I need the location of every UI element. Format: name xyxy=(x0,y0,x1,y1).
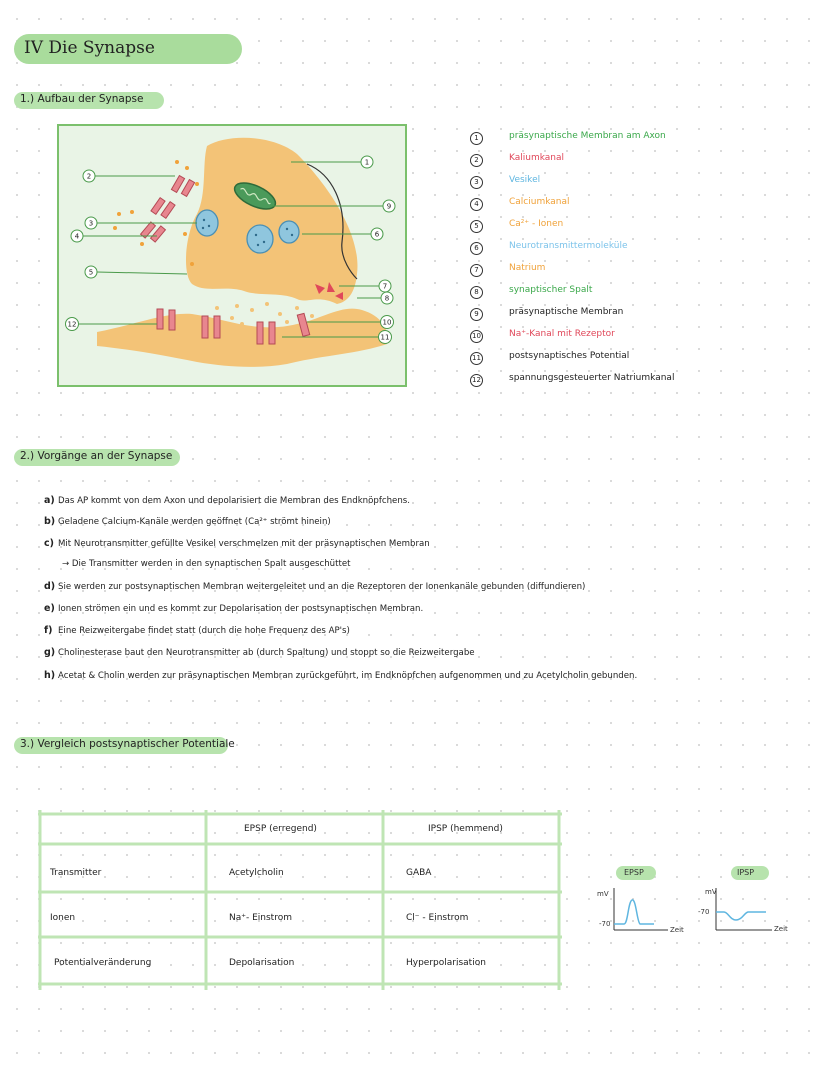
step-letter: g) xyxy=(44,647,56,658)
process-step xyxy=(44,538,430,549)
legend-item-4: Calciumkanal xyxy=(509,197,570,207)
ipsp-curve xyxy=(716,912,766,920)
ipsp-graph xyxy=(710,886,774,934)
diagram-label-8: 8 xyxy=(384,294,390,303)
ipsp-y-tick: -70 xyxy=(698,908,710,916)
diagram-label-5: 5 xyxy=(88,268,94,277)
legend-number-5: 5 xyxy=(470,220,483,233)
step-text: Ionen strömen ein und es kommt zur Depolarisation der postsynaptischen Membran. xyxy=(58,604,424,614)
step-letter: d) xyxy=(44,581,56,592)
legend-item-6: Neurotransmittermoleküle xyxy=(509,241,628,251)
legend-item-9: präsynaptische Membran xyxy=(509,307,624,317)
diagram-label-12: 12 xyxy=(67,320,77,329)
table-cell-ipsp-ionen: Cl⁻ - Einstrom xyxy=(406,913,469,923)
legend-number-3: 3 xyxy=(470,176,483,189)
legend-number-6: 6 xyxy=(470,242,483,255)
epsp-y-unit: mV xyxy=(597,890,609,898)
legend-number-11: 11 xyxy=(470,352,483,365)
legend-number-9: 9 xyxy=(470,308,483,321)
diagram-label-9: 9 xyxy=(386,202,392,211)
page-title: IV Die Synapse xyxy=(24,38,155,58)
step-text: Das AP kommt von dem Axon und depolarisiert die Membran des Endknöpfchens. xyxy=(58,496,410,506)
step-letter: f) xyxy=(44,625,53,636)
process-step xyxy=(44,495,410,506)
step-letter: c) xyxy=(44,538,54,549)
legend-item-11: postsynaptisches Potential xyxy=(509,351,630,361)
diagram-label-4: 4 xyxy=(74,232,80,241)
table-cell-ipsp-transmitter: GABA xyxy=(406,868,432,878)
synapse-diagram xyxy=(57,124,407,387)
legend-item-10: Na⁺-Kanal mit Rezeptor xyxy=(509,329,615,339)
section-3-heading: 3.) Vergleich postsynaptischer Potentiale xyxy=(20,738,235,750)
legend-number-8: 8 xyxy=(470,286,483,299)
process-step xyxy=(44,670,637,681)
legend-number-2: 2 xyxy=(470,154,483,167)
diagram-label-6: 6 xyxy=(374,230,380,239)
ipsp-x-unit: Zeit xyxy=(774,925,788,933)
legend-item-1: präsynaptische Membran am Axon xyxy=(509,131,666,141)
legend-number-1: 1 xyxy=(470,132,483,145)
diagram-label-11: 11 xyxy=(380,333,390,342)
legend-number-7: 7 xyxy=(470,264,483,277)
diagram-label-2: 2 xyxy=(86,172,92,181)
table-cell-epsp-potential: Depolarisation xyxy=(229,958,295,968)
table-header-epsp: EPSP (erregend) xyxy=(244,824,317,834)
legend-item-8: synaptischer Spalt xyxy=(509,285,593,295)
step-text: Geladene Calcium-Kanäle werden geöffnet (Ca²⁺ strömt hinein) xyxy=(58,517,331,527)
table-row-label-transmitter: Transmitter xyxy=(50,868,102,878)
diagram-label-7: 7 xyxy=(382,282,388,291)
step-letter: e) xyxy=(44,603,55,614)
diagram-label-10: 10 xyxy=(382,318,392,327)
process-step xyxy=(44,603,423,614)
table-cell-epsp-transmitter: Acetylcholin xyxy=(229,868,284,878)
epsp-y-tick: -70 xyxy=(599,920,611,928)
legend-number-4: 4 xyxy=(470,198,483,211)
presynaptic-channels xyxy=(141,176,195,242)
epsp-graph-title: EPSP xyxy=(624,868,644,877)
process-step xyxy=(62,559,351,569)
step-text: Mit Neurotransmitter gefüllte Vesikel verschmelzen mit der präsynaptischen Membran xyxy=(58,539,430,549)
section-1-heading: 1.) Aufbau der Synapse xyxy=(20,93,144,105)
table-row-label-potential: Potentialveränderung xyxy=(54,958,152,968)
legend-item-5: Ca²⁺ - Ionen xyxy=(509,219,564,229)
legend-number-12: 12 xyxy=(470,374,483,387)
process-step xyxy=(44,647,475,658)
process-step xyxy=(44,516,331,527)
ipsp-y-unit: mV xyxy=(705,888,717,896)
step-text: Eine Reizweitergabe findet statt (durch die hohe Frequenz des AP's) xyxy=(58,626,350,636)
table-cell-ipsp-potential: Hyperpolarisation xyxy=(406,958,486,968)
step-text: Sie werden zur postsynaptischen Membran weitergeleitet und an die Rezeptoren der Ionenkanäle gebunden (diffundieren) xyxy=(58,582,586,592)
legend-item-12: spannungsgesteuerter Natriumkanal xyxy=(509,373,675,383)
table-row-label-ionen: Ionen xyxy=(50,913,76,923)
postsynaptic-membrane xyxy=(97,309,387,367)
legend-number-10: 10 xyxy=(470,330,483,343)
step-letter: h) xyxy=(44,670,56,681)
epsp-graph xyxy=(610,886,672,934)
step-letter: b) xyxy=(44,516,56,527)
table-cell-epsp-ionen: Na⁺- Einstrom xyxy=(229,913,292,923)
process-step xyxy=(44,581,585,592)
process-step xyxy=(44,625,350,636)
step-text: Acetat & Cholin werden zur präsynaptischen Membran zurückgeführt, im Endknöpfchen aufgenommen und zu Acetylcholin gebunden. xyxy=(58,671,638,681)
ipsp-graph-title: IPSP xyxy=(737,868,755,877)
step-letter: a) xyxy=(44,495,55,506)
diagram-label-1: 1 xyxy=(364,158,370,167)
legend-item-2: Kaliumkanal xyxy=(509,153,565,163)
step-text: Cholinesterase baut den Neurotransmitter ab (durch Spaltung) und stoppt so die Reizweitergabe xyxy=(58,648,475,658)
legend-item-3: Vesikel xyxy=(509,175,541,185)
section-2-heading: 2.) Vorgänge an der Synapse xyxy=(20,450,173,462)
epsp-x-unit: Zeit xyxy=(670,926,684,934)
table-header-ipsp: IPSP (hemmend) xyxy=(428,824,503,834)
diagram-label-3: 3 xyxy=(88,219,94,228)
step-text: → Die Transmitter werden in den synaptischen Spalt ausgeschüttet xyxy=(62,559,351,569)
legend-item-7: Natrium xyxy=(509,263,546,273)
epsp-curve xyxy=(614,900,654,924)
